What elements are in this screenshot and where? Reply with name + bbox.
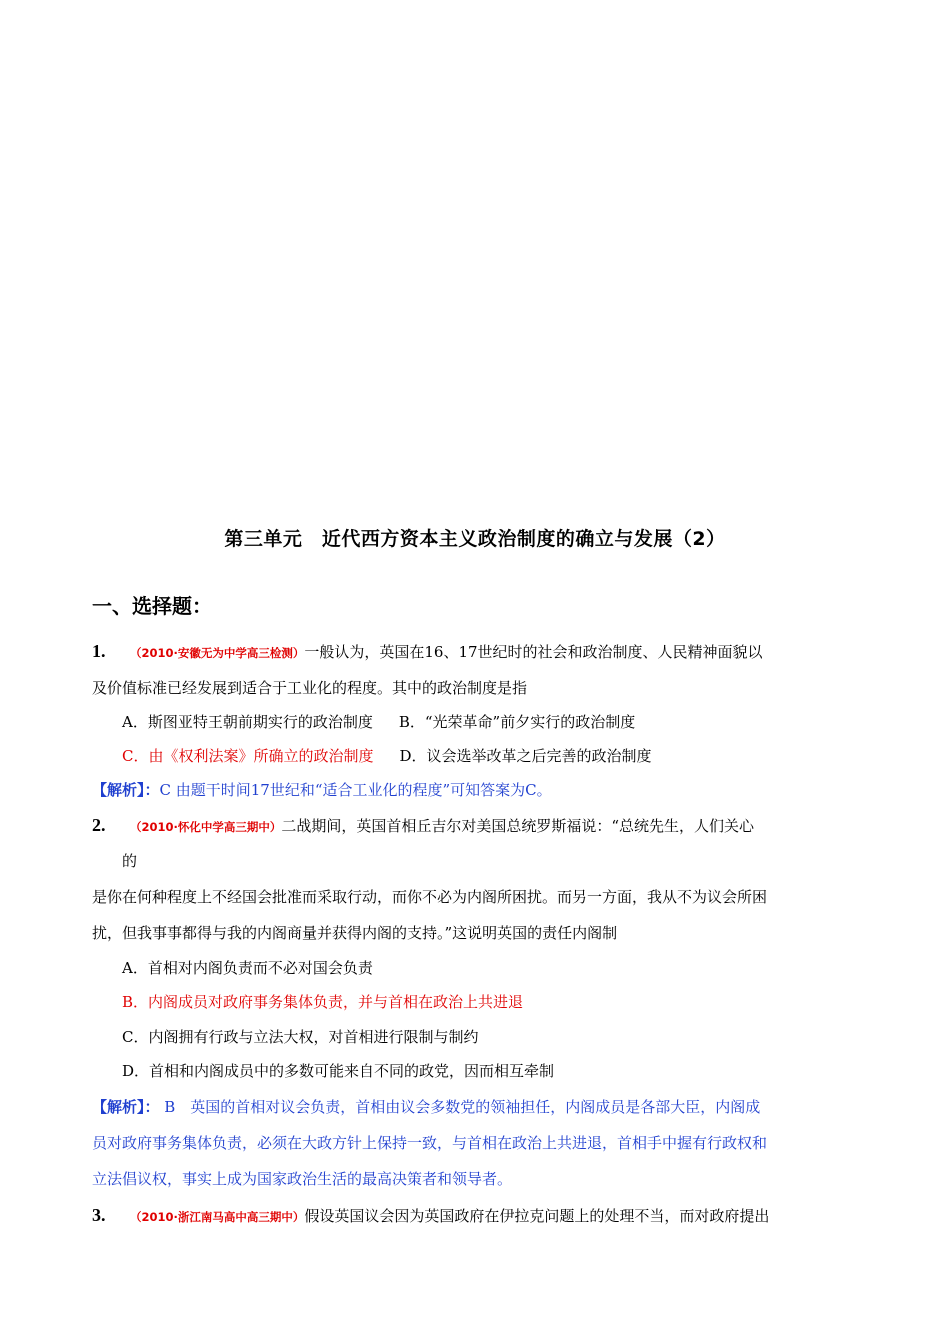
question-1-options-ab bbox=[122, 712, 635, 732]
question-1-options-cd bbox=[122, 746, 652, 766]
question-stem: 一般认为，英国在16、17世纪时的社会和政治制度、人民精神面貌以 bbox=[304, 643, 763, 661]
question-2-line-3: 扰，但我事事都得与我的内阁商量并获得内阁的支持。”这说明英国的责任内阁制 bbox=[92, 924, 618, 942]
page-title: 第三单元 近代西方资本主义政治制度的确立与发展（2） bbox=[224, 528, 726, 550]
option-c-correct: C．由《权利法案》所确立的政治制度 bbox=[122, 747, 374, 765]
question-number: 2. bbox=[92, 815, 106, 835]
option-a: A．首相对内阁负责而不必对国会负责 bbox=[122, 959, 373, 977]
question-source: （2010·怀化中学高三期中） bbox=[130, 820, 282, 834]
question-1-line-1 bbox=[92, 641, 763, 663]
question-stem: 二战期间，英国首相丘吉尔对美国总统罗斯福说：“总统先生，人们关心 bbox=[281, 817, 755, 835]
analysis-label: 【解析】： bbox=[92, 781, 160, 799]
question-number: 1. bbox=[92, 641, 106, 661]
analysis-text: B 英国的首相对议会负责，首相由议会多数党的领袖担任，内阁成员是各部大臣，内阁成 bbox=[159, 1098, 761, 1116]
question-2-analysis-line-3: 立法倡议权，事实上成为国家政治生活的最高决策者和领导者。 bbox=[92, 1170, 513, 1188]
question-3-line-1 bbox=[92, 1205, 769, 1227]
question-number: 3. bbox=[92, 1205, 106, 1225]
option-d: D．首相和内阁成员中的多数可能来自不同的政党，因而相互牵制 bbox=[122, 1062, 555, 1080]
analysis-label: 【解析】： bbox=[92, 1098, 160, 1116]
option-b-correct: B．内阁成员对政府事务集体负责，并与首相在政治上共进退 bbox=[122, 993, 524, 1011]
question-2-line-1 bbox=[92, 815, 754, 837]
option-d: D．议会选举改革之后完善的政治制度 bbox=[399, 747, 652, 765]
question-stem: 假设英国议会因为英国政府在伊拉克问题上的处理不当，而对政府提出 bbox=[304, 1207, 770, 1225]
question-2-line-1b: 的 bbox=[122, 852, 138, 870]
question-2-analysis-line-1 bbox=[92, 1097, 760, 1117]
question-source: （2010·安徽无为中学高三检测） bbox=[130, 646, 305, 660]
question-1-line-2: 及价值标准已经发展到适合于工业化的程度。其中的政治制度是指 bbox=[92, 679, 528, 697]
question-2-analysis-line-2: 员对政府事务集体负责，必须在大政方针上保持一致，与首相在政治上共进退，首相手中握有行政权和 bbox=[92, 1134, 768, 1152]
analysis-text: C 由题干时间17世纪和“适合工业化的程度”可知答案为C。 bbox=[159, 781, 552, 799]
option-c: C．内阁拥有行政与立法大权，对首相进行限制与制约 bbox=[122, 1028, 479, 1046]
question-source: （2010·浙江南马高中高三期中） bbox=[130, 1210, 305, 1224]
option-b: B．“光荣革命”前夕实行的政治制度 bbox=[398, 713, 636, 731]
section-heading: 一、选择题： bbox=[92, 594, 212, 618]
option-a: A．斯图亚特王朝前期实行的政治制度 bbox=[122, 713, 373, 731]
question-1-analysis bbox=[92, 780, 552, 800]
question-2-line-2: 是你在何种程度上不经国会批准而采取行动，而你不必为内阁所困扰。而另一方面，我从不为议会所困 bbox=[92, 888, 768, 906]
